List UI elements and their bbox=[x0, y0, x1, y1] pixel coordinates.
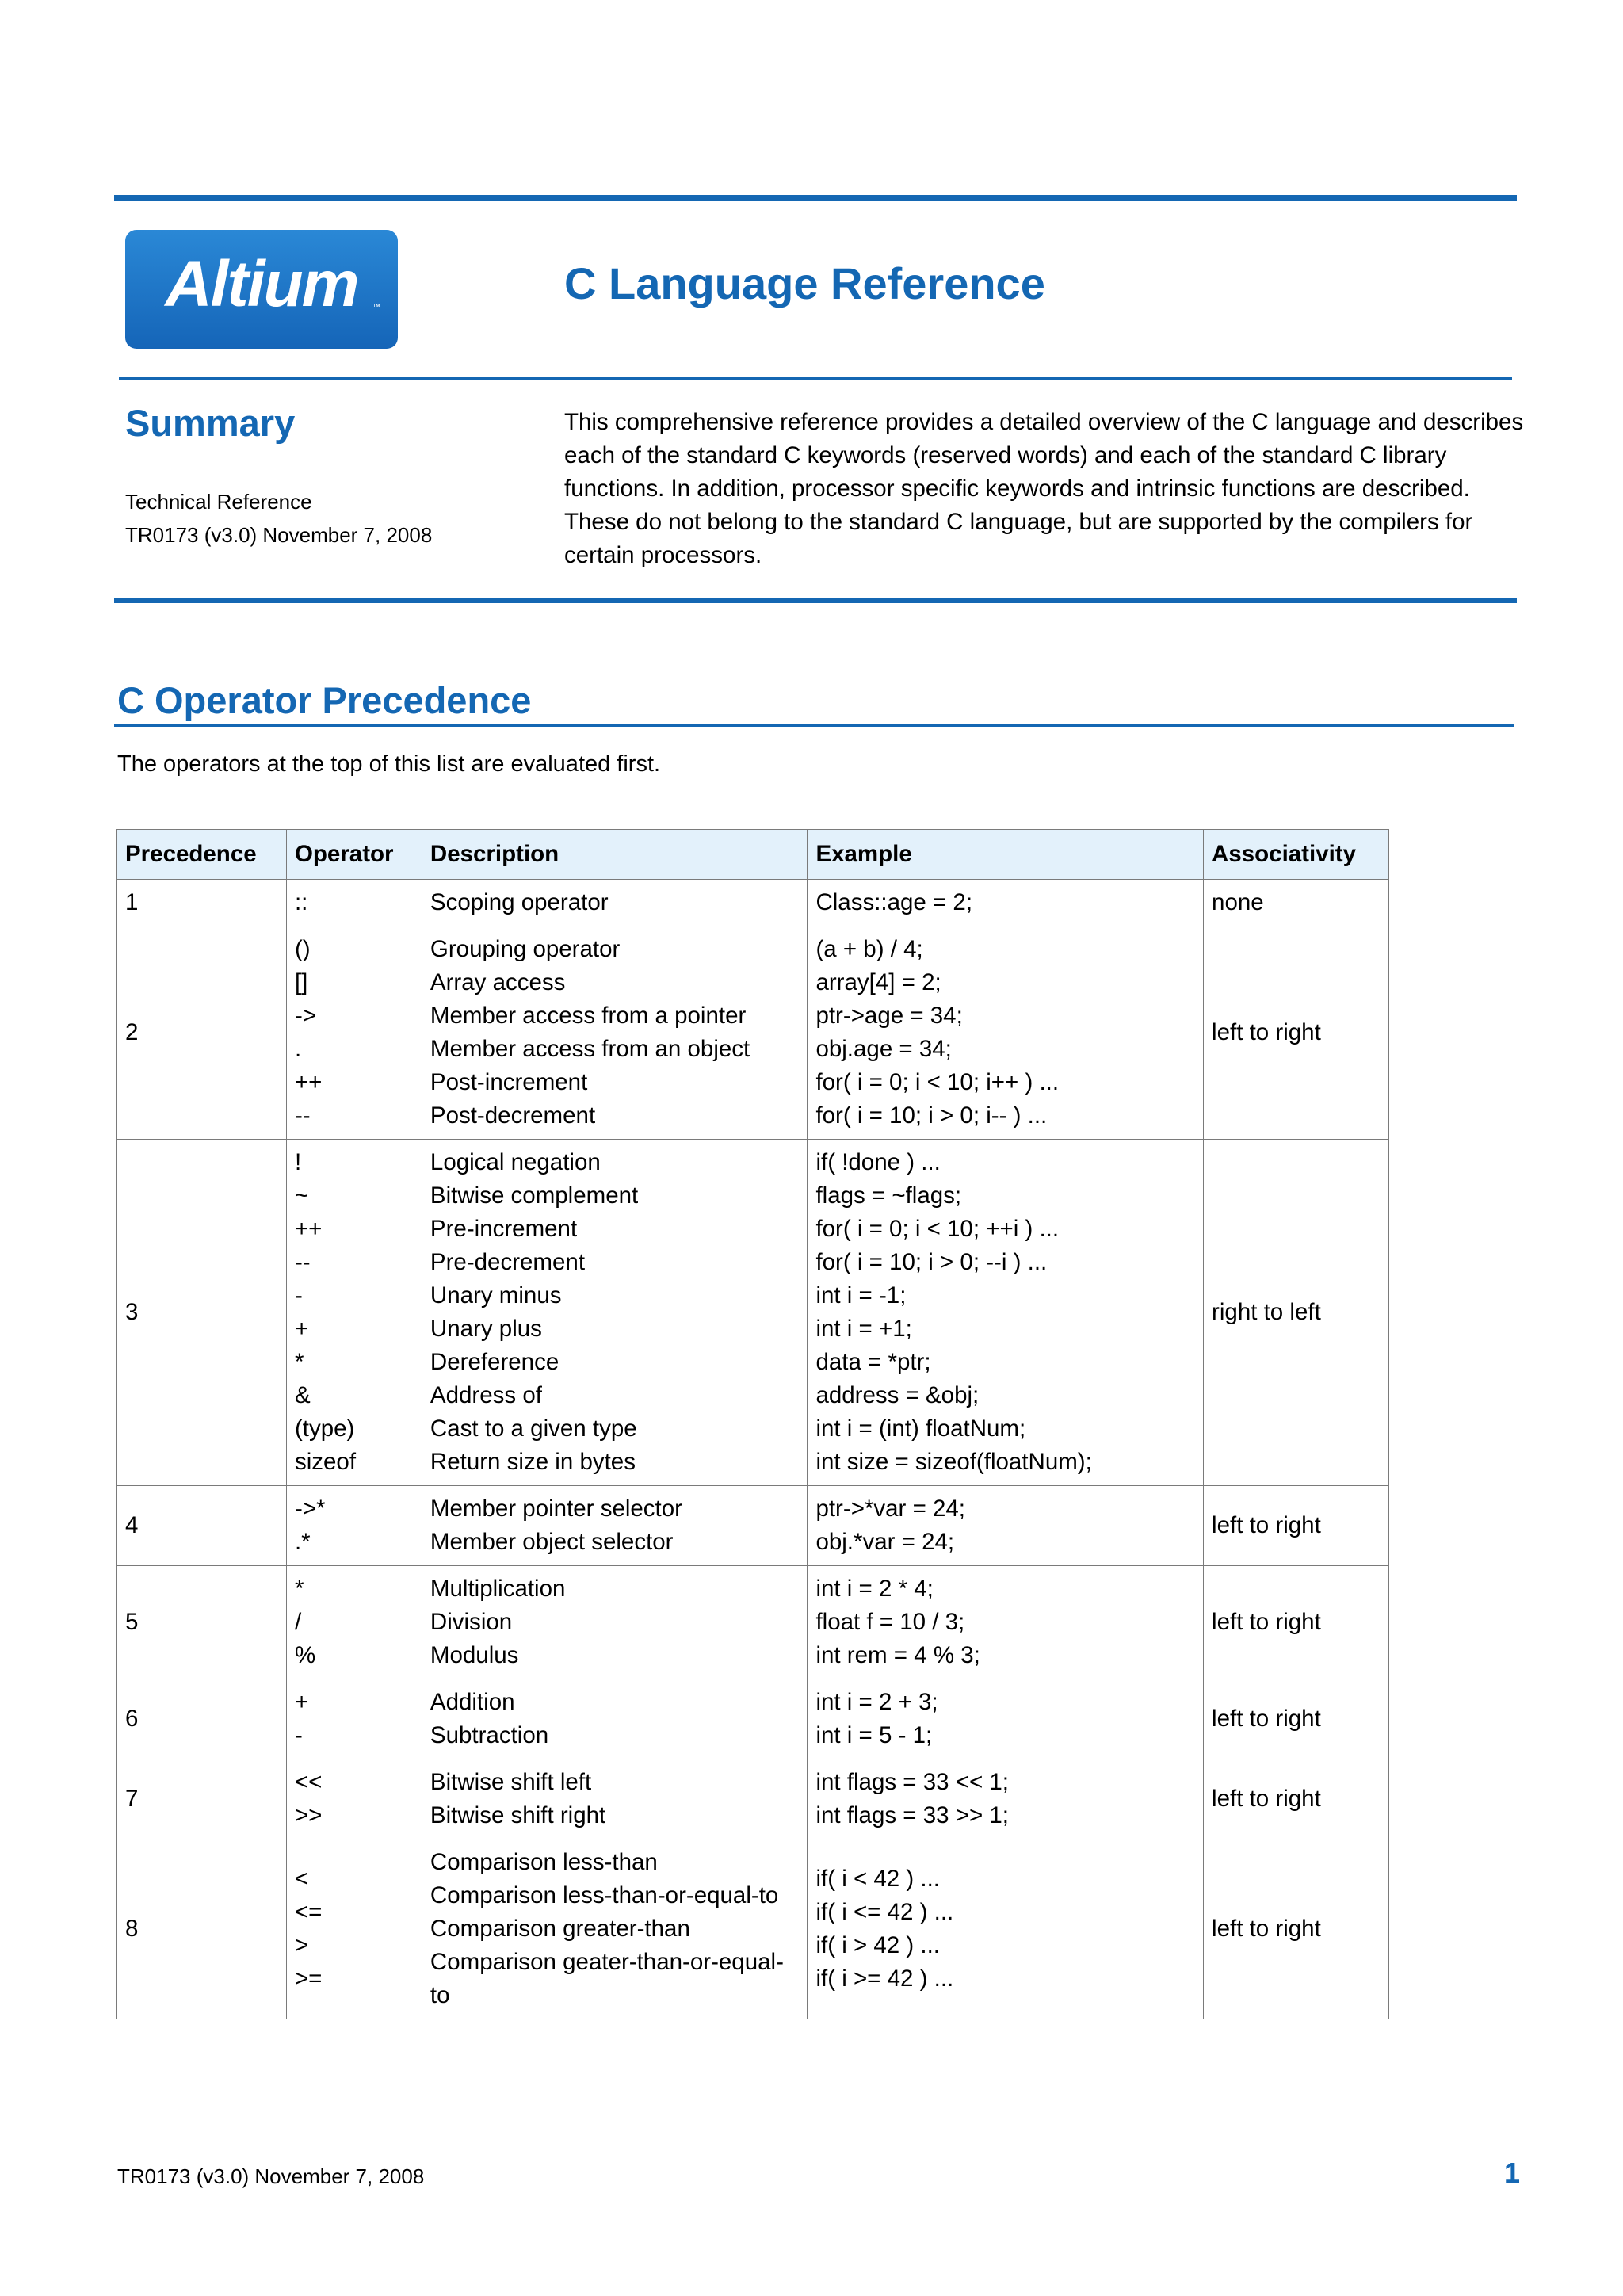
precedence-cell: 7 bbox=[117, 1759, 287, 1839]
section-intro: The operators at the top of this list are evaluated first. bbox=[117, 751, 661, 777]
table-row bbox=[117, 1566, 1389, 1679]
header-associativity: Associativity bbox=[1204, 830, 1389, 880]
operator-cell: + - bbox=[286, 1679, 422, 1759]
description-cell: Scoping operator bbox=[422, 880, 808, 926]
summary-bottom-rule bbox=[114, 598, 1517, 603]
operator-cell: < <= > >= bbox=[286, 1839, 422, 2019]
logo-text: Altium bbox=[165, 248, 358, 320]
precedence-cell: 8 bbox=[117, 1839, 287, 2019]
section-heading: C Operator Precedence bbox=[117, 679, 532, 721]
precedence-cell: 4 bbox=[117, 1486, 287, 1566]
table-row bbox=[117, 926, 1389, 1140]
example-cell: (a + b) / 4; array[4] = 2; ptr->age = 34; obj.age = 34; for( i = 0; i < 10; i++ ) ... for( i = 10; i > 0; i-- ) ... bbox=[808, 926, 1204, 1140]
doc-id: TR0173 (v3.0) November 7, 2008 bbox=[125, 523, 433, 547]
header-operator: Operator bbox=[286, 830, 422, 880]
associativity-cell: right to left bbox=[1204, 1140, 1389, 1486]
header-precedence: Precedence bbox=[117, 830, 287, 880]
table-row bbox=[117, 880, 1389, 926]
operator-cell: * / % bbox=[286, 1566, 422, 1679]
summary-heading: Summary bbox=[125, 402, 296, 444]
associativity-cell: left to right bbox=[1204, 926, 1389, 1140]
table-header-row bbox=[117, 830, 1389, 880]
section-underline bbox=[114, 724, 1514, 727]
description-cell: Logical negation Bitwise complement Pre-increment Pre-decrement Unary minus Unary plus Dereference Address of Cast to a given type Return size in bytes bbox=[422, 1140, 808, 1486]
precedence-cell: 1 bbox=[117, 880, 287, 926]
operator-cell: ! ~ ++ -- - + * & (type) sizeof bbox=[286, 1140, 422, 1486]
associativity-cell: left to right bbox=[1204, 1566, 1389, 1679]
table-row bbox=[117, 1679, 1389, 1759]
operator-cell: :: bbox=[286, 880, 422, 926]
description-cell: Comparison less-than Comparison less-than-or-equal-to Comparison greater-than Comparison geater-than-or-equal-to bbox=[422, 1839, 808, 2019]
example-cell: if( !done ) ... flags = ~flags; for( i = 0; i < 10; ++i ) ... for( i = 10; i > 0; --i ) ... int i = -1; int i = +1; data = *ptr; address = &obj; int i = (int) floatNum; int size = sizeof(floatNum); bbox=[808, 1140, 1204, 1486]
table-row bbox=[117, 1140, 1389, 1486]
description-cell: Member pointer selector Member object selector bbox=[422, 1486, 808, 1566]
associativity-cell: left to right bbox=[1204, 1679, 1389, 1759]
description-cell: Grouping operator Array access Member access from a pointer Member access from an object Post-increment Post-decrement bbox=[422, 926, 808, 1140]
table-row bbox=[117, 1486, 1389, 1566]
summary-text: This comprehensive reference provides a detailed overview of the C language and describes each of the standard C keywords (reserved words) and each of the standard C library functions. In addition, processor specific keywords and intrinsic functions are described. These do not belong to the standard C language, but are supported by the compilers for certain processors. bbox=[564, 409, 1524, 568]
operator-cell: () [] -> . ++ -- bbox=[286, 926, 422, 1140]
doc-type: Technical Reference bbox=[125, 490, 312, 514]
document-title: C Language Reference bbox=[564, 258, 1045, 308]
example-cell: if( i < 42 ) ... if( i <= 42 ) ... if( i > 42 ) ... if( i >= 42 ) ... bbox=[808, 1839, 1204, 2019]
precedence-cell: 6 bbox=[117, 1679, 287, 1759]
header-divider bbox=[119, 377, 1512, 380]
example-cell: int flags = 33 << 1; int flags = 33 >> 1; bbox=[808, 1759, 1204, 1839]
table-row bbox=[117, 1759, 1389, 1839]
example-cell: int i = 2 * 4; float f = 10 / 3; int rem = 4 % 3; bbox=[808, 1566, 1204, 1679]
associativity-cell: left to right bbox=[1204, 1486, 1389, 1566]
header-description: Description bbox=[422, 830, 808, 880]
operator-precedence-table bbox=[116, 829, 1389, 2019]
description-cell: Addition Subtraction bbox=[422, 1679, 808, 1759]
associativity-cell: none bbox=[1204, 880, 1389, 926]
footer-doc-id: TR0173 (v3.0) November 7, 2008 bbox=[117, 2164, 425, 2188]
table-row bbox=[117, 1839, 1389, 2019]
example-cell: ptr->*var = 24; obj.*var = 24; bbox=[808, 1486, 1204, 1566]
associativity-cell: left to right bbox=[1204, 1839, 1389, 2019]
example-cell: Class::age = 2; bbox=[808, 880, 1204, 926]
header-example: Example bbox=[808, 830, 1204, 880]
description-cell: Multiplication Division Modulus bbox=[422, 1566, 808, 1679]
page-number: 1 bbox=[1503, 2157, 1520, 2189]
precedence-cell: 5 bbox=[117, 1566, 287, 1679]
associativity-cell: left to right bbox=[1204, 1759, 1389, 1839]
operator-cell: << >> bbox=[286, 1759, 422, 1839]
precedence-cell: 3 bbox=[117, 1140, 287, 1486]
operator-cell: ->* .* bbox=[286, 1486, 422, 1566]
precedence-cell: 2 bbox=[117, 926, 287, 1140]
altium-logo: Altium ™ bbox=[125, 230, 398, 349]
example-cell: int i = 2 + 3; int i = 5 - 1; bbox=[808, 1679, 1204, 1759]
description-cell: Bitwise shift left Bitwise shift right bbox=[422, 1759, 808, 1839]
top-rule bbox=[114, 195, 1517, 201]
